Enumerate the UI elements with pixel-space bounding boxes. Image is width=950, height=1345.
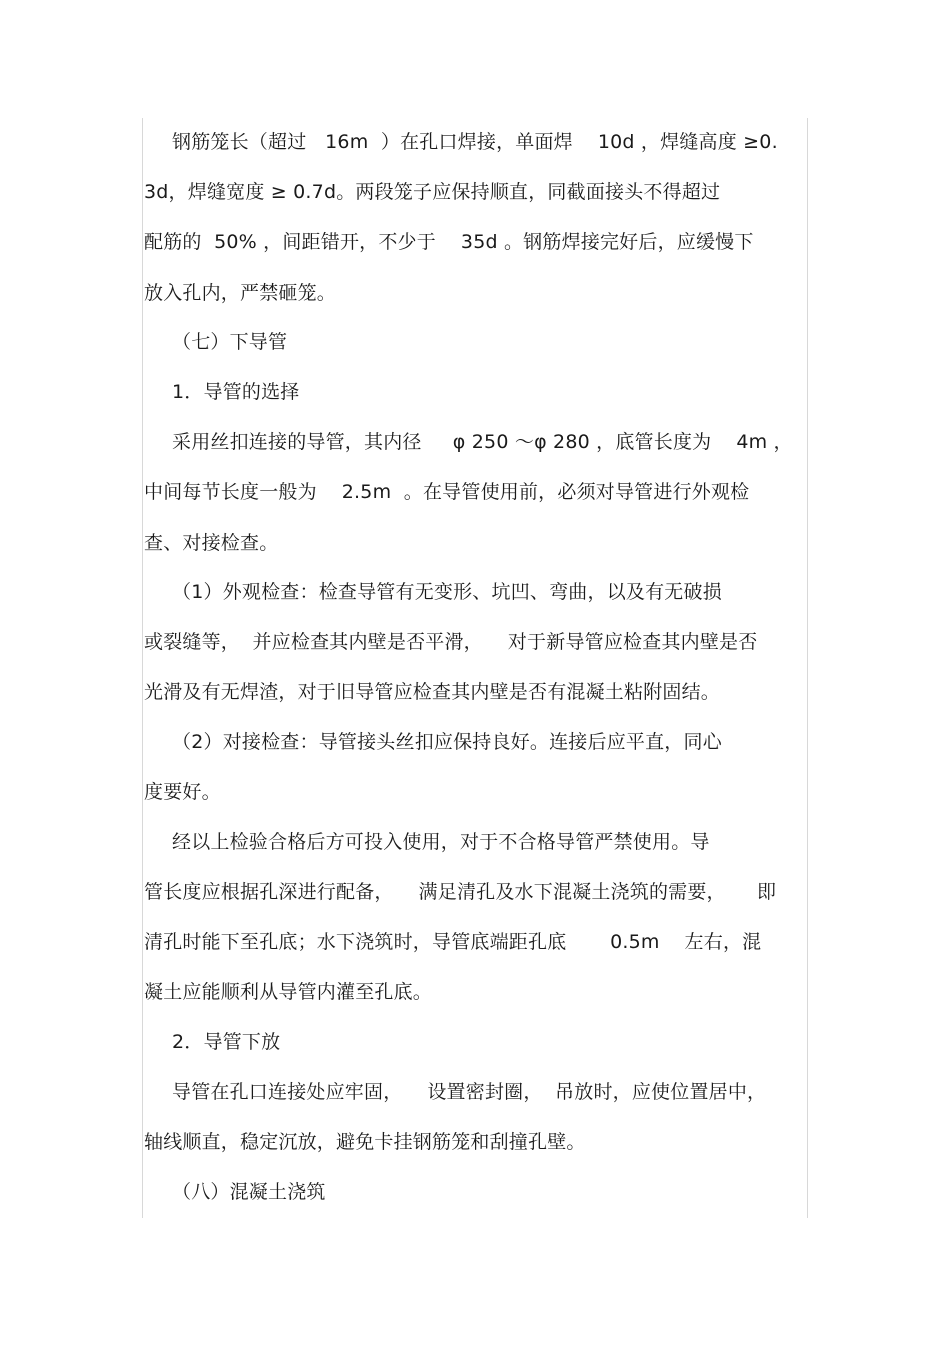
paragraph-line: 钢筋笼长（超过 16m ）在孔口焊接，单面焊 10d ，焊缝高度 ≥0. [172,131,778,153]
paragraph-line: 中间每节长度一般为 2.5m 。在导管使用前，必须对导管进行外观检 [144,481,750,503]
paragraph-line: 配筋的 50% ，间距错开，不少于 35d 。钢筋焊接完好后，应缓慢下 [144,231,754,253]
section-heading: （七）下导管 [172,331,288,353]
paragraph-line: 经以上检验合格后方可投入使用，对于不合格导管严禁使用。导 [172,831,710,853]
paragraph-line: 导管在孔口连接处应牢固， 设置密封圈， 吊放时，应使位置居中， [172,1081,767,1103]
paragraph-line: 光滑及有无焊渣，对于旧导管应检查其内壁是否有混凝土粘附固结。 [144,681,721,703]
paragraph-line: 或裂缝等， 并应检查其内壁是否平滑， 对于新导管应检查其内壁是否 [144,631,758,653]
paragraph-line: 查、对接检查。 [144,532,279,554]
paragraph-line: 轴线顺直，稳定沉放，避免卡挂钢筋笼和刮撞孔壁。 [144,1131,586,1153]
section-heading: （八）混凝土浇筑 [172,1181,326,1203]
paragraph-line: 放入孔内，严禁砸笼。 [144,282,337,304]
paragraph-line: 清孔时能下至孔底；水下浇筑时，导管底端距孔底 0.5m 左右，混 [144,931,762,953]
paragraph-line: 度要好。 [144,781,221,803]
paragraph-line: 管长度应根据孔深进行配备， 满足清孔及水下混凝土浇筑的需要， 即 [144,881,777,903]
paragraph-line: 凝土应能顺利从导管内灌至孔底。 [144,981,433,1003]
paragraph-line: （1）外观检查：检查导管有无变形、坑凹、弯曲，以及有无破损 [172,581,722,603]
subsection-heading: 2．导管下放 [172,1031,281,1053]
paragraph-line: 3d，焊缝宽度 ≥ 0.7d。两段笼子应保持顺直，同截面接头不得超过 [144,181,721,203]
paragraph-line: （2）对接检查：导管接头丝扣应保持良好。连接后应平直，同心 [172,731,722,753]
subsection-heading: 1．导管的选择 [172,381,300,403]
paragraph-line: 采用丝扣连接的导管，其内径 φ 250 ～φ 280 ，底管长度为 4m ， [172,431,793,453]
